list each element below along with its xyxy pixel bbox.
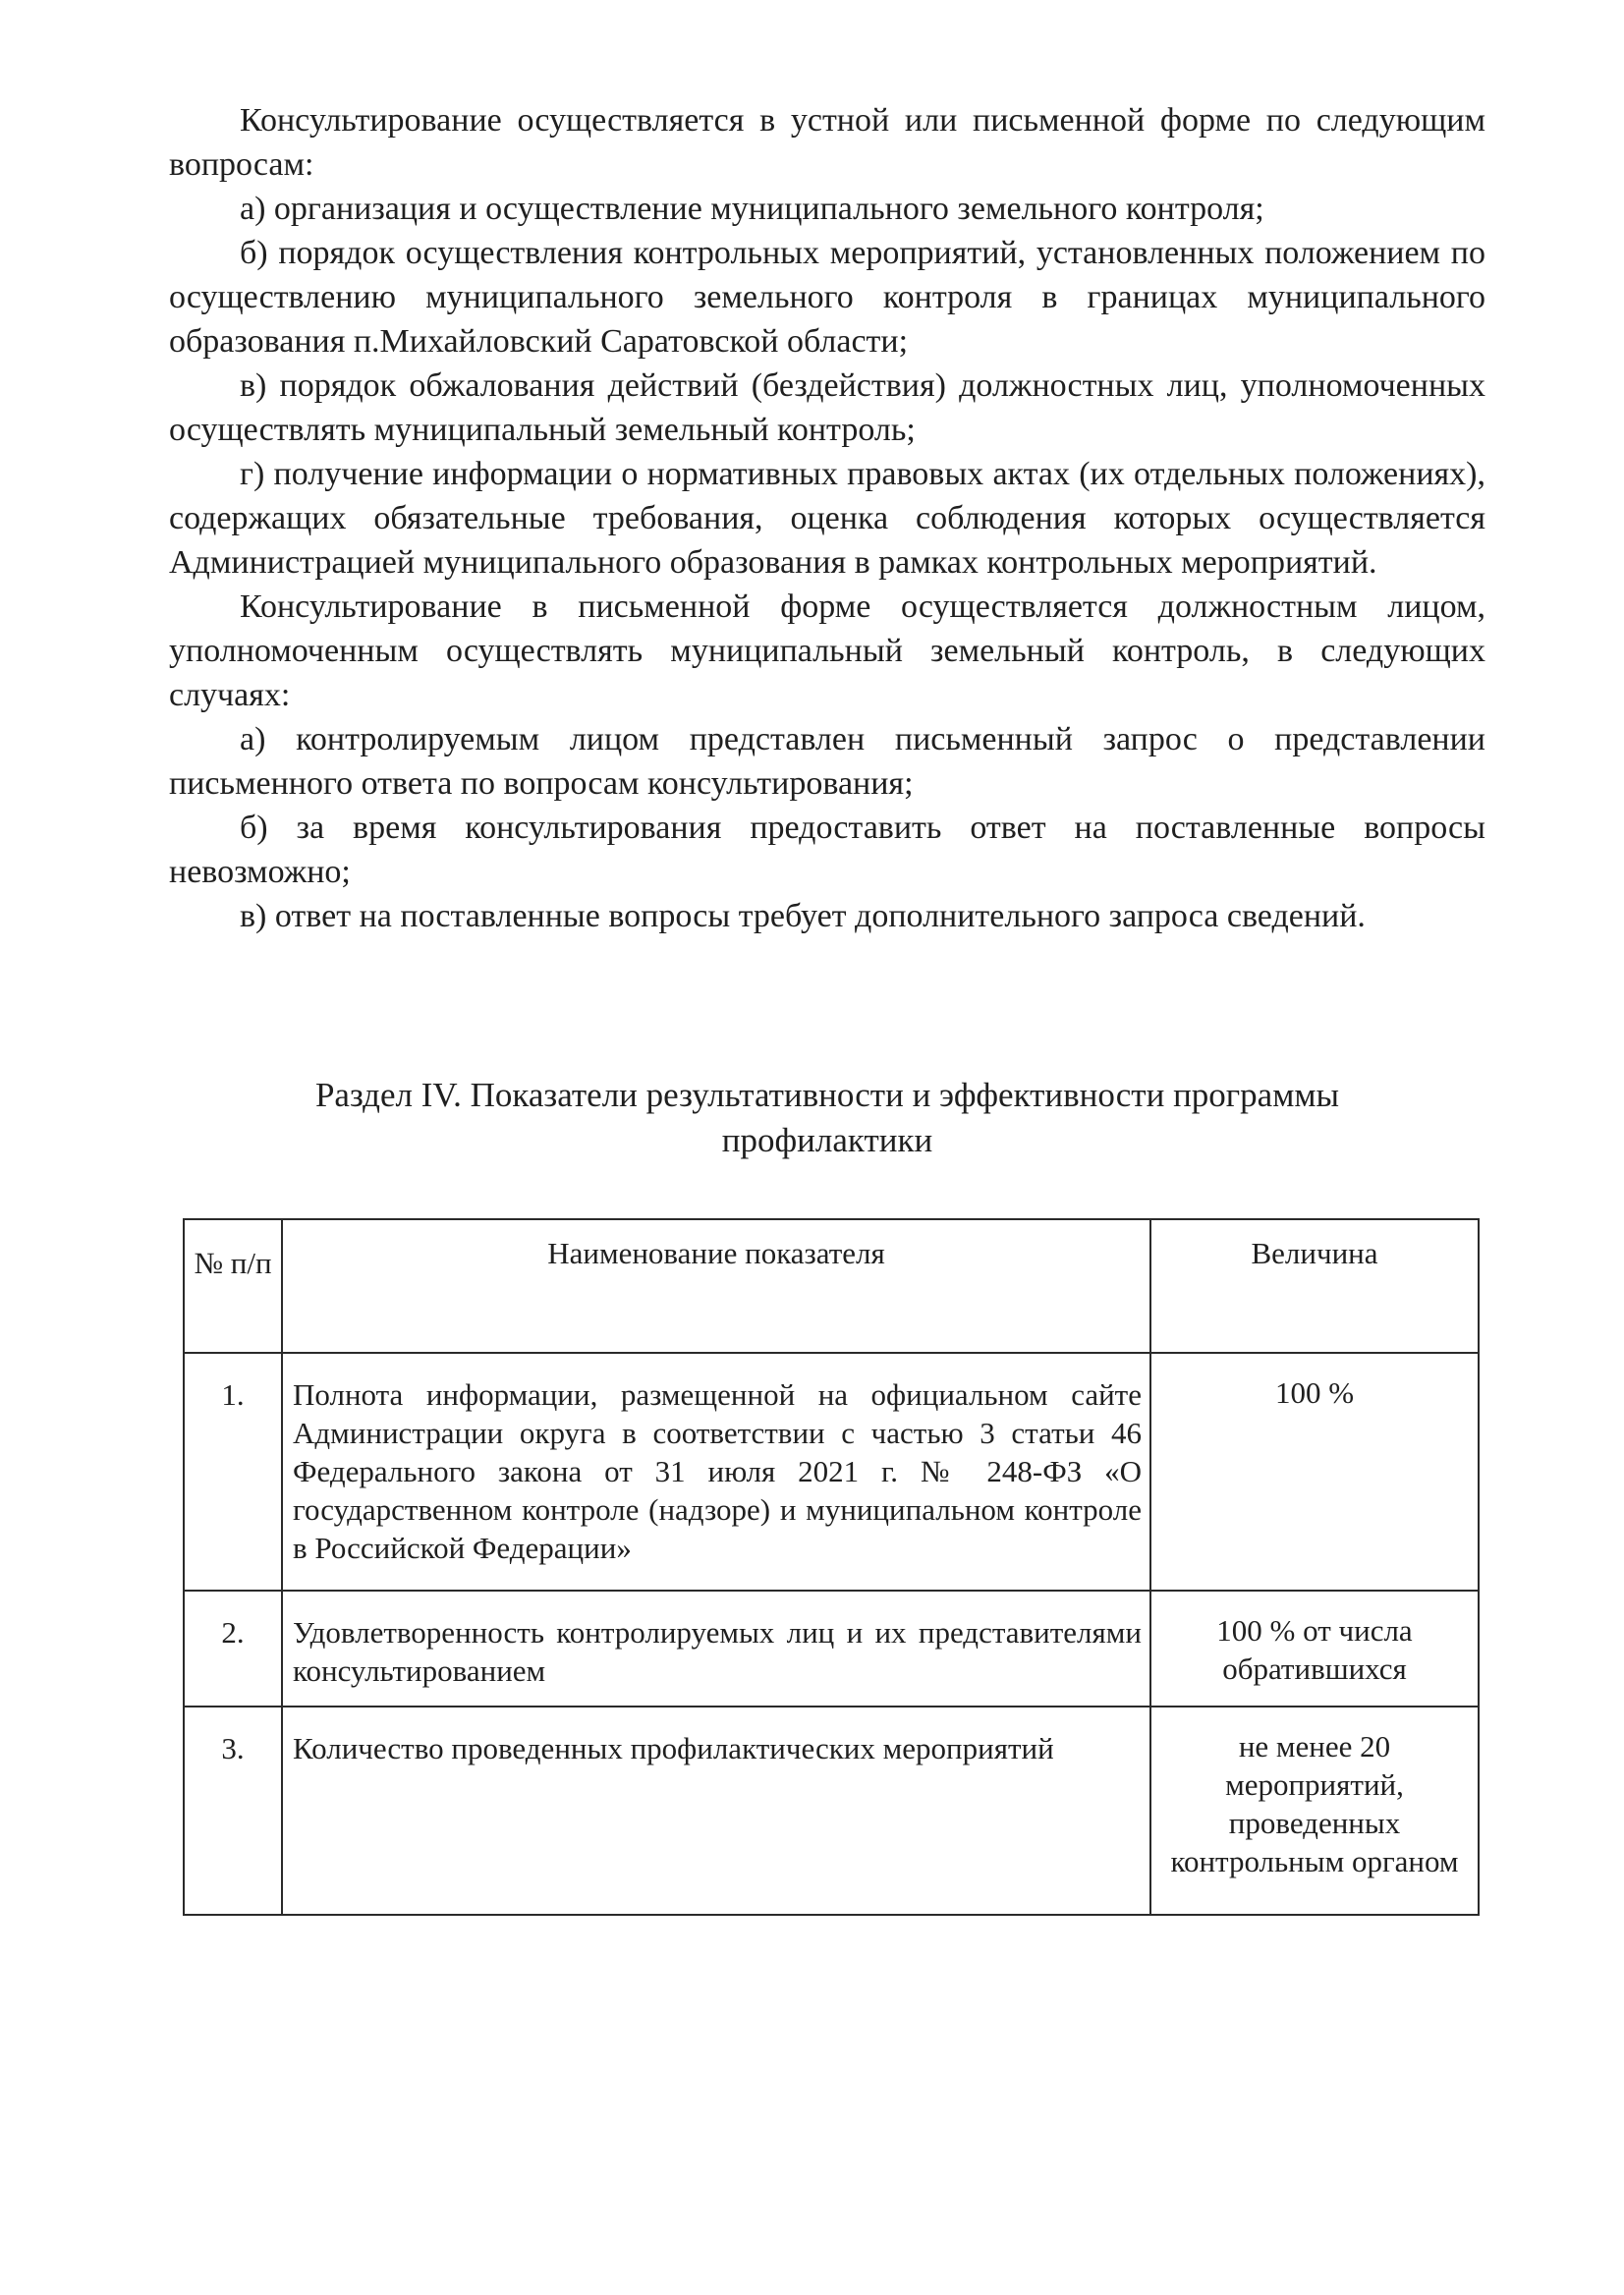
paragraph-consulting-intro: Консультирование осуществляется в устной или письменной форме по следующим вопросам: [169,102,1485,183]
row-number: 2. [184,1591,282,1707]
row-indicator-name: Полнота информации, размещенной на официальном сайте Администрации округа в соответствии с частью 3 статьи 46 Федерального закона от 31 июля 2021 г. № 248-ФЗ «О государственном контроле (надзоре) и муниципальном контроле в Российской Федерации» [282,1353,1150,1591]
row-number: 1. [184,1353,282,1591]
paragraph-item-a: а) организация и осуществление муниципального земельного контроля; [240,191,1264,227]
table-row [184,1353,1479,1591]
body-text [169,98,1485,938]
row-indicator-name: Количество проведенных профилактических мероприятий [282,1707,1150,1915]
row-number: 3. [184,1707,282,1915]
table-header-row [184,1219,1479,1353]
section-title-line-2: профилактики [721,1121,933,1159]
indicators-table [183,1218,1480,1916]
table-row [184,1591,1479,1707]
section-title-line-1: Раздел IV. Показатели результативности и эффективности программы [314,1076,1340,1114]
section-title [169,1073,1485,1163]
paragraph-case-b: б) за время консультирования предоставить ответ на поставленные вопросы невозможно; [169,810,1485,890]
table-row [184,1707,1479,1915]
header-number: № п/п [184,1219,282,1353]
row-value: 100 % [1150,1353,1479,1591]
paragraph-item-v: в) порядок обжалования действий (бездействия) должностных лиц, уполномоченных осуществлять муниципальный земельный контроль; [169,367,1485,448]
paragraph-case-v: в) ответ на поставленные вопросы требует дополнительного запроса сведений. [240,898,1366,934]
paragraph-item-g: г) получение информации о нормативных правовых актах (их отдельных положениях), содержащих обязательные требования, оценка соблюдения которых осуществляется Администрацией муниципального образования в рамках контрольных мероприятий. [169,456,1485,581]
header-value: Величина [1150,1219,1479,1353]
row-value: не менее 20 мероприятий, проведенных контрольным органом [1150,1707,1479,1915]
paragraph-item-b: б) порядок осуществления контрольных мероприятий, установленных положением по осуществлению муниципального земельного контроля в границах муниципального образования п.Михайловский Саратовской области; [169,235,1485,360]
paragraph-written-consulting: Консультирование в письменной форме осуществляется должностным лицом, уполномоченным осуществлять муниципальный земельный контроль, в следующих случаях: [169,588,1485,713]
header-indicator-name: Наименование показателя [282,1219,1150,1353]
row-value: 100 % от числа обратившихся [1150,1591,1479,1707]
paragraph-case-a: а) контролируемым лицом представлен письменный запрос о представлении письменного ответа по вопросам консультирования; [169,721,1485,802]
row-indicator-name: Удовлетворенность контролируемых лиц и их представителями консультированием [282,1591,1150,1707]
